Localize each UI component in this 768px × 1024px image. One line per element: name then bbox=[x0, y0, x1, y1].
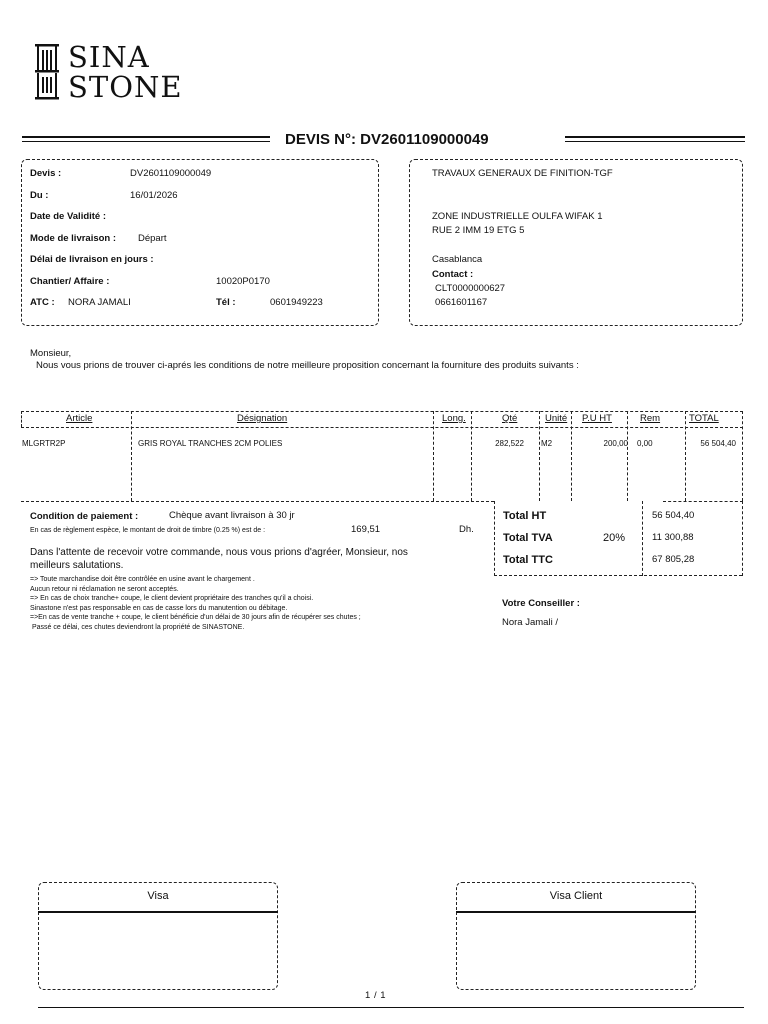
intro-text: Nous vous prions de trouver ci-aprés les conditions de notre meilleure proposition concernant la fourniture des produits suivants : bbox=[36, 360, 579, 371]
timbre-value: 169,51 bbox=[351, 524, 381, 535]
page-total: 1 bbox=[380, 990, 386, 1001]
cell-designation: GRIS ROYAL TRANCHES 2CM POLIES bbox=[138, 439, 283, 448]
contact-label: Contact : bbox=[432, 269, 474, 280]
delai-label: Délai de livraison en jours : bbox=[30, 254, 154, 265]
col-header-total: TOTAL bbox=[689, 413, 719, 424]
total-tva-label: Total TVA bbox=[503, 532, 553, 544]
client-address-2: RUE 2 IMM 19 ETG 5 bbox=[432, 225, 525, 236]
title-rule-left bbox=[22, 136, 270, 138]
advisor-label: Votre Conseiller : bbox=[502, 598, 580, 609]
col-header-article: Article bbox=[66, 413, 93, 424]
col-header-unite: Unité bbox=[545, 413, 568, 424]
chantier-label: Chantier/ Affaire : bbox=[30, 276, 110, 287]
timbre-unit: Dh. bbox=[459, 524, 474, 535]
note-line: => En cas de choix tranche+ coupe, le client devient propriétaire des tranches qu'il a choisi. bbox=[30, 595, 314, 602]
title-rule-right-2 bbox=[565, 141, 745, 142]
total-ttc-label: Total TTC bbox=[503, 554, 553, 566]
atc-label: ATC : bbox=[30, 297, 55, 308]
note-line: =>En cas de vente tranche + coupe, le client bénéficie d'un délai de 30 jours afin de récupérer ses chutes ; bbox=[30, 614, 361, 621]
total-tva-rate: 20% bbox=[603, 532, 626, 544]
livraison-label: Mode de livraison : bbox=[30, 233, 117, 244]
client-address-1: ZONE INDUSTRIELLE OULFA WIFAK 1 bbox=[432, 211, 603, 222]
payment-value: Chèque avant livraison à 30 jr bbox=[169, 510, 295, 521]
visa-label: Visa bbox=[147, 890, 169, 902]
total-ttc-value: 67 805,28 bbox=[652, 554, 695, 565]
items-table bbox=[21, 411, 743, 502]
total-ht-label: Total HT bbox=[503, 510, 547, 522]
col-header-rem: Rem bbox=[640, 413, 661, 424]
devis-value: DV2601109000049 bbox=[130, 168, 212, 179]
advisor-name: Nora Jamali / bbox=[502, 617, 558, 628]
tel-label: Tél : bbox=[216, 297, 236, 308]
visa-client-label: Visa Client bbox=[549, 890, 603, 902]
cell-unite: M2 bbox=[541, 439, 553, 448]
contact-code: CLT0000000627 bbox=[435, 283, 506, 294]
tel-value: 0601949223 bbox=[270, 297, 323, 308]
logo-line2: STONE bbox=[68, 70, 183, 104]
payment-label: Condition de paiement : bbox=[30, 511, 139, 522]
note-line: Sinastone n'est pas responsable en cas de casse lors du manutention ou débitage. bbox=[30, 604, 288, 612]
note-line: => Toute marchandise doit être contrôlée en usine avant le chargement . bbox=[30, 576, 255, 583]
note-line: Aucun retour ni réclamation ne seront acceptés. bbox=[30, 585, 179, 593]
title-rule-right bbox=[565, 136, 745, 138]
logo-mark-icon bbox=[34, 42, 60, 102]
page-separator: / bbox=[373, 990, 377, 1001]
validite-label: Date de Validité : bbox=[30, 211, 107, 222]
terms-notes bbox=[30, 575, 470, 632]
logo-line1: SINA bbox=[68, 40, 150, 74]
note-line: Passé ce délai, ces chutes deviendront la propriété de SINASTONE. bbox=[30, 623, 245, 631]
timbre-text: En cas de règlement espèce, le montant de droit de timbre (0.25 %) est de : bbox=[30, 527, 266, 534]
contact-phone: 0661601167 bbox=[435, 297, 488, 308]
salutation: Monsieur, bbox=[30, 348, 72, 359]
chantier-value: 10020P0170 bbox=[216, 276, 270, 287]
cell-pu-ht: 200,00 bbox=[603, 439, 628, 448]
title-rule-left-2 bbox=[22, 141, 270, 142]
visa-box bbox=[38, 882, 278, 990]
client-city: Casablanca bbox=[432, 254, 483, 265]
total-tva-value: 11 300,88 bbox=[652, 532, 694, 543]
atc-value: NORA JAMALI bbox=[68, 297, 131, 308]
devis-label: Devis : bbox=[30, 168, 62, 179]
closing-text: Dans l'attente de recevoir votre commande, nous vous prions d'agréer, Monsieur, nos meilleurs salutations. bbox=[30, 547, 408, 571]
col-header-long: Long. bbox=[442, 413, 466, 424]
col-header-qte: Qté bbox=[502, 413, 518, 424]
visa-client-divider bbox=[456, 911, 696, 913]
document-title: DEVIS N°: DV2601109000049 bbox=[285, 131, 489, 148]
du-value: 16/01/2026 bbox=[130, 190, 178, 201]
company-logo bbox=[34, 40, 183, 104]
page-current: 1 bbox=[365, 990, 371, 1001]
visa-divider bbox=[38, 911, 278, 913]
cell-article: MLGRTR2P bbox=[22, 439, 66, 448]
visa-client-box bbox=[456, 882, 696, 990]
col-header-pu-ht: P.U HT bbox=[582, 413, 612, 424]
footer-rule bbox=[38, 1007, 744, 1008]
cell-rem: 0,00 bbox=[637, 439, 653, 448]
cell-total: 56 504,40 bbox=[700, 439, 736, 448]
du-label: Du : bbox=[30, 190, 49, 201]
total-ht-value: 56 504,40 bbox=[652, 510, 695, 521]
col-header-designation: Désignation bbox=[237, 413, 288, 424]
client-name: TRAVAUX GENERAUX DE FINITION-TGF bbox=[432, 168, 613, 179]
cell-qte: 282,522 bbox=[495, 439, 524, 448]
page-number bbox=[365, 990, 386, 1001]
livraison-value: Départ bbox=[138, 233, 167, 244]
